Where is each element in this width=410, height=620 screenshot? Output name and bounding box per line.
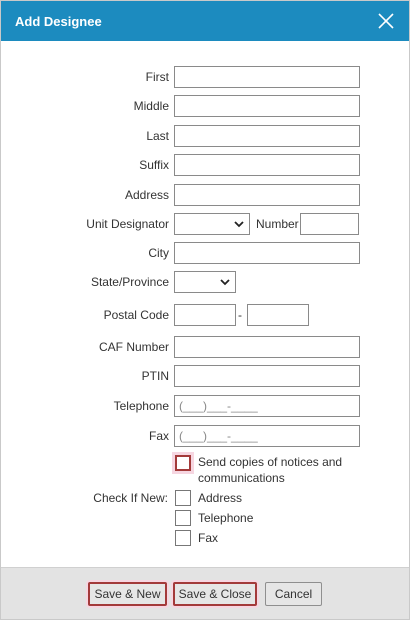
- middle-label: Middle: [133, 99, 169, 113]
- fax-label: Fax: [148, 429, 169, 443]
- postal-code-ext-input[interactable]: [247, 304, 309, 326]
- save-and-new-button[interactable]: Save & New: [88, 582, 167, 606]
- new-fax-label: Fax: [198, 531, 219, 545]
- new-telephone-label: Telephone: [198, 511, 254, 525]
- city-row: [1, 242, 409, 264]
- postal-code-input[interactable]: [174, 304, 236, 326]
- dialog-titlebar: [1, 1, 409, 41]
- postal-label: Postal Code: [103, 308, 169, 322]
- city-label: City: [148, 246, 169, 260]
- send-copies-label-line2: communications: [198, 471, 285, 485]
- last-label: Last: [146, 129, 169, 143]
- unit-row: [1, 213, 409, 235]
- address-input[interactable]: [174, 184, 360, 206]
- new-address-checkbox[interactable]: [175, 490, 191, 506]
- dialog-title: Add Designee: [15, 14, 102, 29]
- caf-number-input[interactable]: [174, 336, 360, 358]
- suffix-label: Suffix: [139, 158, 169, 172]
- telephone-input[interactable]: [174, 395, 360, 417]
- last-name-input[interactable]: [174, 125, 360, 147]
- telephone-row: [1, 395, 409, 417]
- send-copies-checkbox[interactable]: [175, 455, 191, 471]
- state-label: State/Province: [90, 275, 169, 289]
- middle-name-input[interactable]: [174, 95, 360, 117]
- address-row: [1, 184, 409, 206]
- state-row: [1, 271, 409, 293]
- ptin-label: PTIN: [141, 369, 169, 383]
- telephone-label: Telephone: [113, 399, 169, 413]
- caf-label: CAF Number: [98, 340, 169, 354]
- suffix-input[interactable]: [174, 154, 360, 176]
- first-name-input[interactable]: [174, 66, 360, 88]
- save-and-close-button[interactable]: Save & Close: [173, 582, 257, 606]
- send-copies-label-line1: Send copies of notices and: [198, 455, 343, 469]
- chevron-down-icon: [234, 220, 244, 228]
- state-select[interactable]: [174, 271, 236, 293]
- suffix-row: [1, 154, 409, 176]
- caf-row: [1, 336, 409, 358]
- close-icon[interactable]: [375, 10, 397, 32]
- dialog-footer: [1, 567, 409, 619]
- address-label: Address: [124, 188, 169, 202]
- unit-designator-select[interactable]: [174, 213, 250, 235]
- cancel-button[interactable]: Cancel: [265, 582, 322, 606]
- check-if-new-label: Check If New:: [93, 491, 168, 505]
- first-name-row: [1, 66, 409, 88]
- unit-number-input[interactable]: [300, 213, 359, 235]
- postal-dash: -: [238, 308, 242, 322]
- new-telephone-checkbox[interactable]: [175, 510, 191, 526]
- middle-name-row: [1, 95, 409, 117]
- first-label: First: [145, 70, 169, 84]
- fax-input[interactable]: [174, 425, 360, 447]
- ptin-row: [1, 365, 409, 387]
- unit-designator-label: Unit Designator: [86, 217, 169, 231]
- number-label: Number: [256, 217, 299, 231]
- new-fax-checkbox[interactable]: [175, 530, 191, 546]
- postal-row: [1, 304, 409, 326]
- new-address-label: Address: [198, 491, 243, 505]
- fax-row: [1, 425, 409, 447]
- city-input[interactable]: [174, 242, 360, 264]
- ptin-input[interactable]: [174, 365, 360, 387]
- last-name-row: [1, 125, 409, 147]
- chevron-down-icon: [220, 278, 230, 286]
